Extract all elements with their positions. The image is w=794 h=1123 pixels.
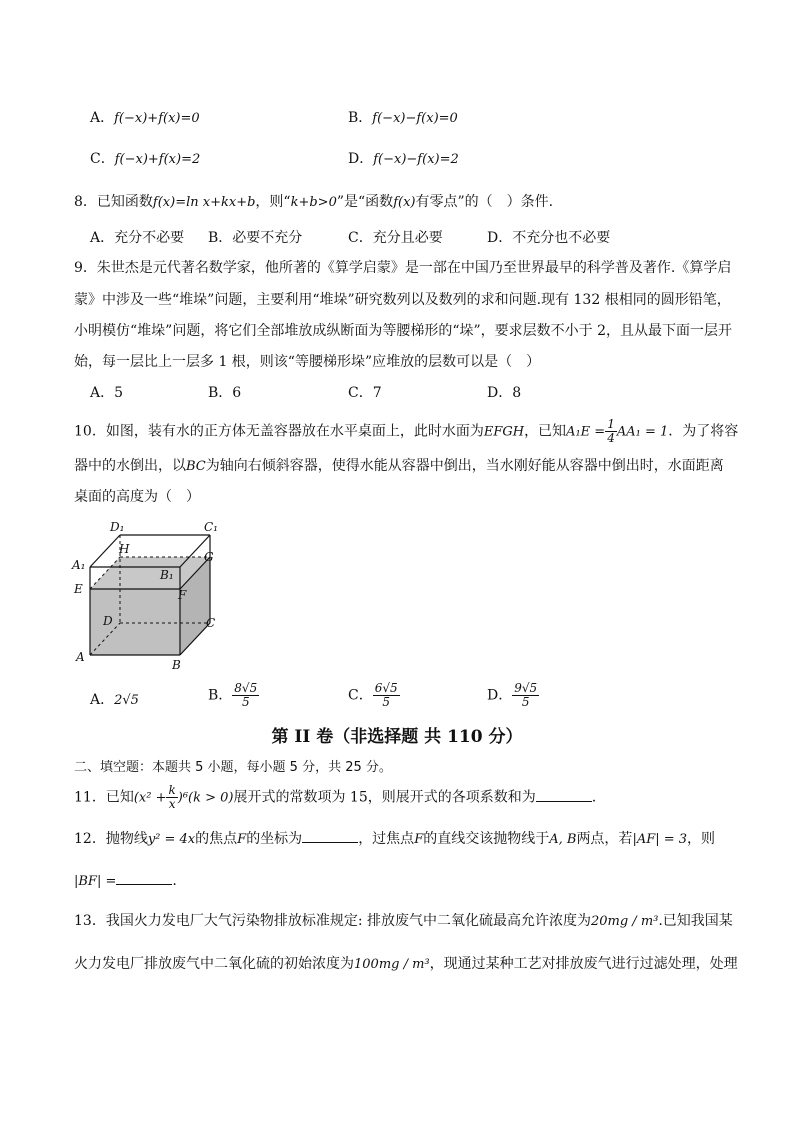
label-c: C [206, 616, 216, 630]
q13-line-1: 13．我国火力发电厂大气污染物排放标准规定: 排放废气中二氧化硫最高允许浓度为20mg / m³.已知我国某 [74, 913, 733, 929]
part-two-title: 第 II 卷（非选择题 共 110 分） [271, 727, 523, 747]
label-d1: D₁ [110, 520, 125, 534]
q7-option-b: B．f(−x)−f(x)=0 [348, 110, 458, 126]
q12-line-2: |BF| = . [74, 870, 724, 892]
q10-line-3: 桌面的高度为（ ） [74, 489, 200, 505]
label-f: F [178, 588, 187, 602]
q8-option-c: C．充分且必要 [348, 230, 443, 246]
q9-option-b: B．6 [208, 385, 242, 401]
cube-figure [70, 515, 230, 675]
q7-option-a: A．f(−x)+f(x)=0 [90, 110, 200, 126]
q7-option-d: D．f(−x)−f(x)=2 [348, 151, 459, 167]
q8-stem: 8．已知函数f(x)=ln x+kx+b，则“k+b>0”是“函数f(x)有零点”的（ ）条件. [74, 194, 554, 210]
q11-stem: 11．已知(x² + $\frac{k}{x}$ )⁶(k > 0)展开式的常数项为 15，则展开式的各项系数和为 . [74, 783, 597, 811]
q10-line-2: 器中的水倒出，以BC为轴向右倾斜容器，使得水能从容器中倒出，当水刚好能从容器中倒出时，水面距离 [74, 458, 724, 474]
q9-line-1: 9．朱世杰是元代著名数学家，他所著的《算学启蒙》是一部在中国乃至世界最早的科学普及著作.《算学启 [74, 260, 732, 276]
q9-line-4: 始，每一层比上一层多 1 根，则该“等腰梯形垛”应堆放的层数可以是（ ） [74, 354, 541, 370]
q9-option-a: A．5 [90, 385, 124, 401]
q12-line-1: 12．抛物线y² = 4x的焦点F的坐标为 ，过焦点F的直线交该抛物线于A, B两点，若|AF| = 3，则 [74, 828, 724, 850]
label-h: H [119, 542, 130, 556]
q10-option-c: C． $\frac{6√5}{5}$ [348, 681, 398, 709]
label-b: B [172, 658, 181, 672]
q13-line-2: 火力发电厂排放废气中二氧化硫的初始浓度为100mg / m³，现通过某种工艺对排放废气进行过滤处理，处理 [74, 956, 738, 972]
label-c1: C₁ [204, 520, 218, 534]
q9-option-c: C．7 [348, 385, 382, 401]
q9-option-d: D．8 [487, 385, 522, 401]
q8-option-a: A．充分不必要 [90, 230, 185, 246]
label-d: D [103, 614, 113, 628]
label-a: A [76, 650, 85, 664]
q12-answer-blank-1[interactable] [302, 828, 358, 843]
q10-option-b: B． $\frac{8√5}{5}$ [208, 681, 258, 709]
q10-line-1: 10．如图，装有水的正方体无盖容器放在水平桌面上，此时水面为EFGH，已知A₁E = $\frac{1}{4}$ AA₁ = 1．为了将容 [74, 417, 739, 445]
q7-option-c: C．f(−x)+f(x)=2 [90, 151, 201, 167]
section-two-heading: 二、填空题：本题共 5 小题，每小题 5 分，共 25 分。 [74, 760, 392, 775]
q12-answer-blank-2[interactable] [116, 870, 172, 885]
label-e: E [74, 582, 83, 596]
label-g: G [204, 550, 214, 564]
q10-option-d: D． $\frac{9√5}{5}$ [487, 681, 538, 709]
q8-option-b: B．必要不充分 [208, 230, 303, 246]
q10-option-a: A．2√5 [90, 692, 139, 708]
q8-option-d: D．不充分也不必要 [487, 230, 611, 246]
label-a1: A₁ [72, 558, 86, 572]
q10-fraction: $\frac{1}{4}$ [607, 417, 615, 445]
q9-line-3: 小明模仿“堆垛”问题，将它们全部堆放成纵断面为等腰梯形的“垛”，要求层数不小于 2，且从最下面一层开 [74, 323, 732, 339]
q11-answer-blank[interactable] [536, 787, 592, 802]
q9-line-2: 蒙》中涉及一些“堆垛”问题，主要利用“堆垛”研究数列以及数列的求和问题.现有 132 根相同的圆形铅笔， [74, 292, 731, 308]
label-b1: B₁ [160, 568, 174, 582]
